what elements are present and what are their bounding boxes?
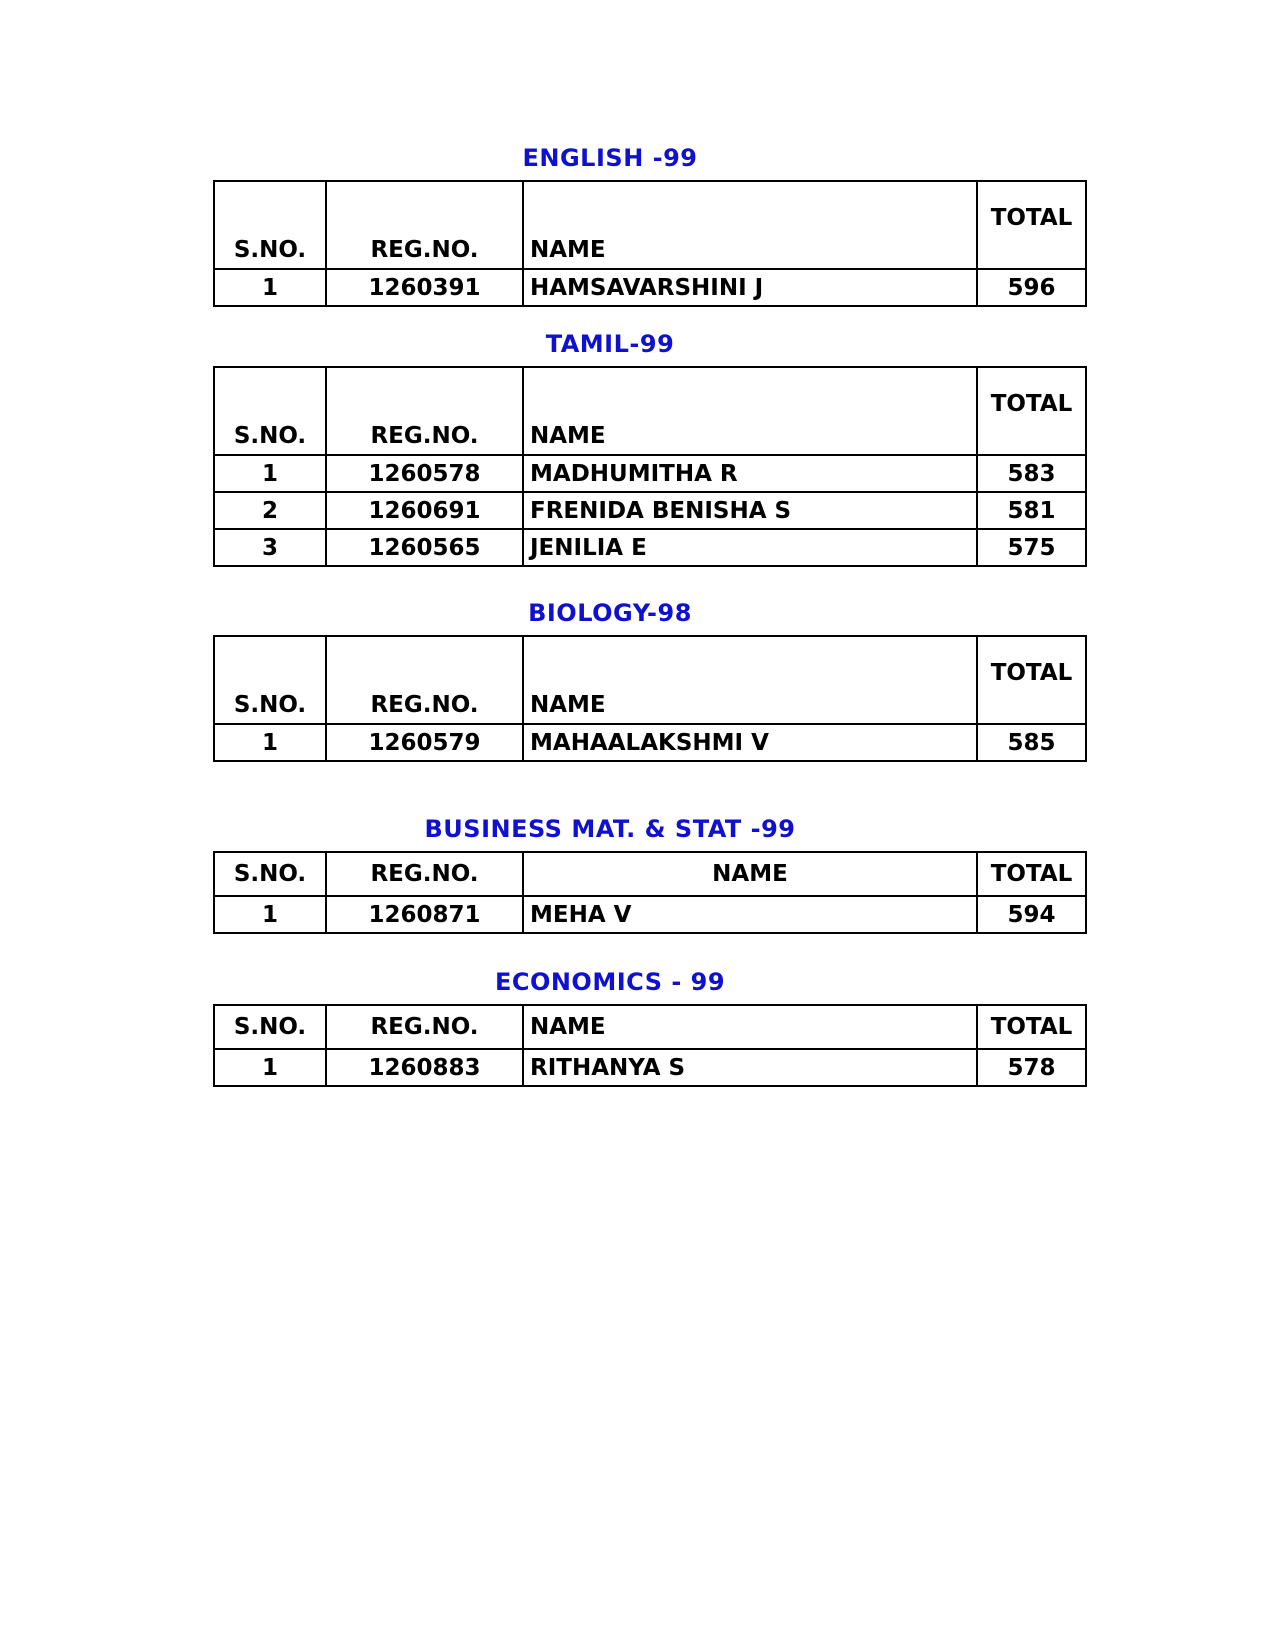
cell-total: 575 xyxy=(977,529,1086,566)
cell-name: HAMSAVARSHINI J xyxy=(523,269,977,306)
cell-sno: 3 xyxy=(214,529,326,566)
cell-sno: 1 xyxy=(214,896,326,933)
table-row xyxy=(214,269,1086,306)
cell-regno: 1260565 xyxy=(326,529,523,566)
header-regno: REG.NO. xyxy=(326,852,523,896)
cell-sno: 1 xyxy=(214,1049,326,1086)
cell-total: 581 xyxy=(977,492,1086,529)
cell-regno: 1260883 xyxy=(326,1049,523,1086)
header-regno: REG.NO. xyxy=(326,367,523,455)
header-regno: REG.NO. xyxy=(326,1005,523,1049)
table-row xyxy=(214,1049,1086,1086)
results-table xyxy=(213,366,1087,567)
cell-regno: 1260578 xyxy=(326,455,523,492)
section-title: TAMIL-99 xyxy=(545,330,675,358)
cell-total: 585 xyxy=(977,724,1086,761)
header-name: NAME xyxy=(523,367,977,455)
header-sno: S.NO. xyxy=(214,636,326,724)
header-name: NAME xyxy=(523,852,977,896)
table-row xyxy=(214,492,1086,529)
header-name: NAME xyxy=(523,636,977,724)
cell-name: FRENIDA BENISHA S xyxy=(523,492,977,529)
header-total: TOTAL xyxy=(977,1005,1086,1049)
results-table xyxy=(213,851,1087,934)
results-table xyxy=(213,1004,1087,1087)
results-table xyxy=(213,635,1087,762)
header-total: TOTAL xyxy=(977,367,1086,455)
header-regno: REG.NO. xyxy=(326,636,523,724)
cell-name: JENILIA E xyxy=(523,529,977,566)
header-total: TOTAL xyxy=(977,181,1086,269)
header-sno: S.NO. xyxy=(214,852,326,896)
header-total: TOTAL xyxy=(977,636,1086,724)
header-sno: S.NO. xyxy=(214,181,326,269)
cell-name: MAHAALAKSHMI V xyxy=(523,724,977,761)
cell-regno: 1260579 xyxy=(326,724,523,761)
cell-total: 596 xyxy=(977,269,1086,306)
header-name: NAME xyxy=(523,1005,977,1049)
header-regno: REG.NO. xyxy=(326,181,523,269)
cell-regno: 1260391 xyxy=(326,269,523,306)
table-header-row xyxy=(214,852,1086,896)
table-row xyxy=(214,529,1086,566)
cell-sno: 1 xyxy=(214,269,326,306)
section-title: BIOLOGY-98 xyxy=(528,599,692,627)
section-title: BUSINESS MAT. & STAT -99 xyxy=(424,815,796,843)
table-header-row xyxy=(214,181,1086,269)
cell-total: 583 xyxy=(977,455,1086,492)
header-sno: S.NO. xyxy=(214,1005,326,1049)
cell-regno: 1260691 xyxy=(326,492,523,529)
table-row xyxy=(214,896,1086,933)
cell-sno: 2 xyxy=(214,492,326,529)
cell-total: 578 xyxy=(977,1049,1086,1086)
cell-name: MADHUMITHA R xyxy=(523,455,977,492)
cell-total: 594 xyxy=(977,896,1086,933)
table-header-row xyxy=(214,636,1086,724)
section-title: ECONOMICS - 99 xyxy=(494,968,726,996)
cell-name: RITHANYA S xyxy=(523,1049,977,1086)
header-sno: S.NO. xyxy=(214,367,326,455)
table-row xyxy=(214,724,1086,761)
table-header-row xyxy=(214,1005,1086,1049)
cell-regno: 1260871 xyxy=(326,896,523,933)
table-row xyxy=(214,455,1086,492)
results-table xyxy=(213,180,1087,307)
section-title: ENGLISH -99 xyxy=(522,144,698,172)
cell-name: MEHA V xyxy=(523,896,977,933)
cell-sno: 1 xyxy=(214,455,326,492)
header-total: TOTAL xyxy=(977,852,1086,896)
cell-sno: 1 xyxy=(214,724,326,761)
table-header-row xyxy=(214,367,1086,455)
header-name: NAME xyxy=(523,181,977,269)
